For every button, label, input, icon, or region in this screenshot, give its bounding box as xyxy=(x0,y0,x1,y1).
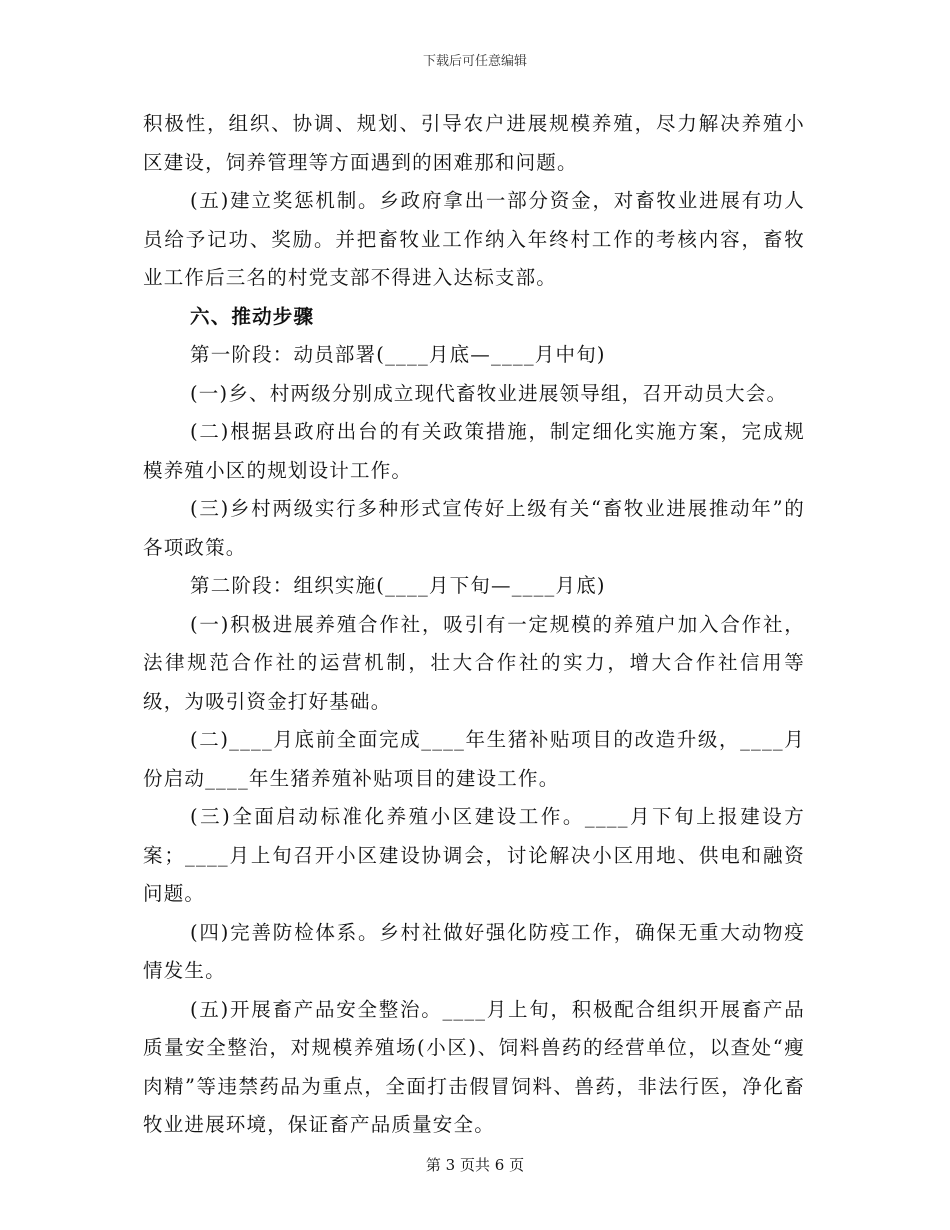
paragraph: (二)____月底前全面完成____年生猪补贴项目的改造升级，____月份启动____年生猪养殖补贴项目的建设工作。 xyxy=(143,728,805,790)
paragraph: (二)根据县政府出台的有关政策措施，制定细化实施方案，完成规模养殖小区的规划设计工作。 xyxy=(143,420,805,482)
paragraph: (四)完善防检体系。乡村社做好强化防疫工作，确保无重大动物疫情发生。 xyxy=(143,920,805,982)
document-body xyxy=(143,105,805,1145)
page-footer: 第 3 页共 6 页 xyxy=(425,1156,525,1174)
page-header: 下载后可任意编辑 xyxy=(422,54,527,69)
paragraph: (五)建立奖惩机制。乡政府拿出一部分资金，对畜牧业进展有功人员给予记功、奖励。并把畜牧业工作纳入年终村工作的考核内容，畜牧业工作后三名的村党支部不得进入达标支部。 xyxy=(143,189,805,289)
paragraph: (五)开展畜产品安全整治。____月上旬，积极配合组织开展畜产品质量安全整治，对规模养殖场(小区)、饲料兽药的经营单位，以查处“瘦肉精”等违禁药品为重点，全面打击假冒饲料、兽药，非法行医，净化畜牧业进展环境，保证畜产品质量安全。 xyxy=(143,997,805,1136)
paragraph: (三)乡村两级实行多种形式宣传好上级有关“畜牧业进展推动年”的各项政策。 xyxy=(143,497,805,559)
paragraph: 积极性，组织、协调、规划、引导农户进展规模养殖，尽力解决养殖小区建设，饲养管理等方面遇到的困难那和问题。 xyxy=(143,112,805,174)
section-heading: 六、推动步骤 xyxy=(190,304,315,328)
paragraph: (三)全面启动标准化养殖小区建设工作。____月下旬上报建设方案；____月上旬召开小区建设协调会，讨论解决小区用地、供电和融资问题。 xyxy=(143,805,805,905)
paragraph: (一)乡、村两级分别成立现代畜牧业进展领导组，召开动员大会。 xyxy=(190,381,788,405)
stage-heading: 第一阶段：动员部署(____月底—____月中旬) xyxy=(190,343,606,366)
stage-heading: 第二阶段：组织实施(____月下旬—____月底) xyxy=(190,574,606,597)
paragraph: (一)积极进展养殖合作社，吸引有一定规模的养殖户加入合作社，法律规范合作社的运营机制，壮大合作社的实力，增大合作社信用等级，为吸引资金打好基础。 xyxy=(143,612,805,713)
